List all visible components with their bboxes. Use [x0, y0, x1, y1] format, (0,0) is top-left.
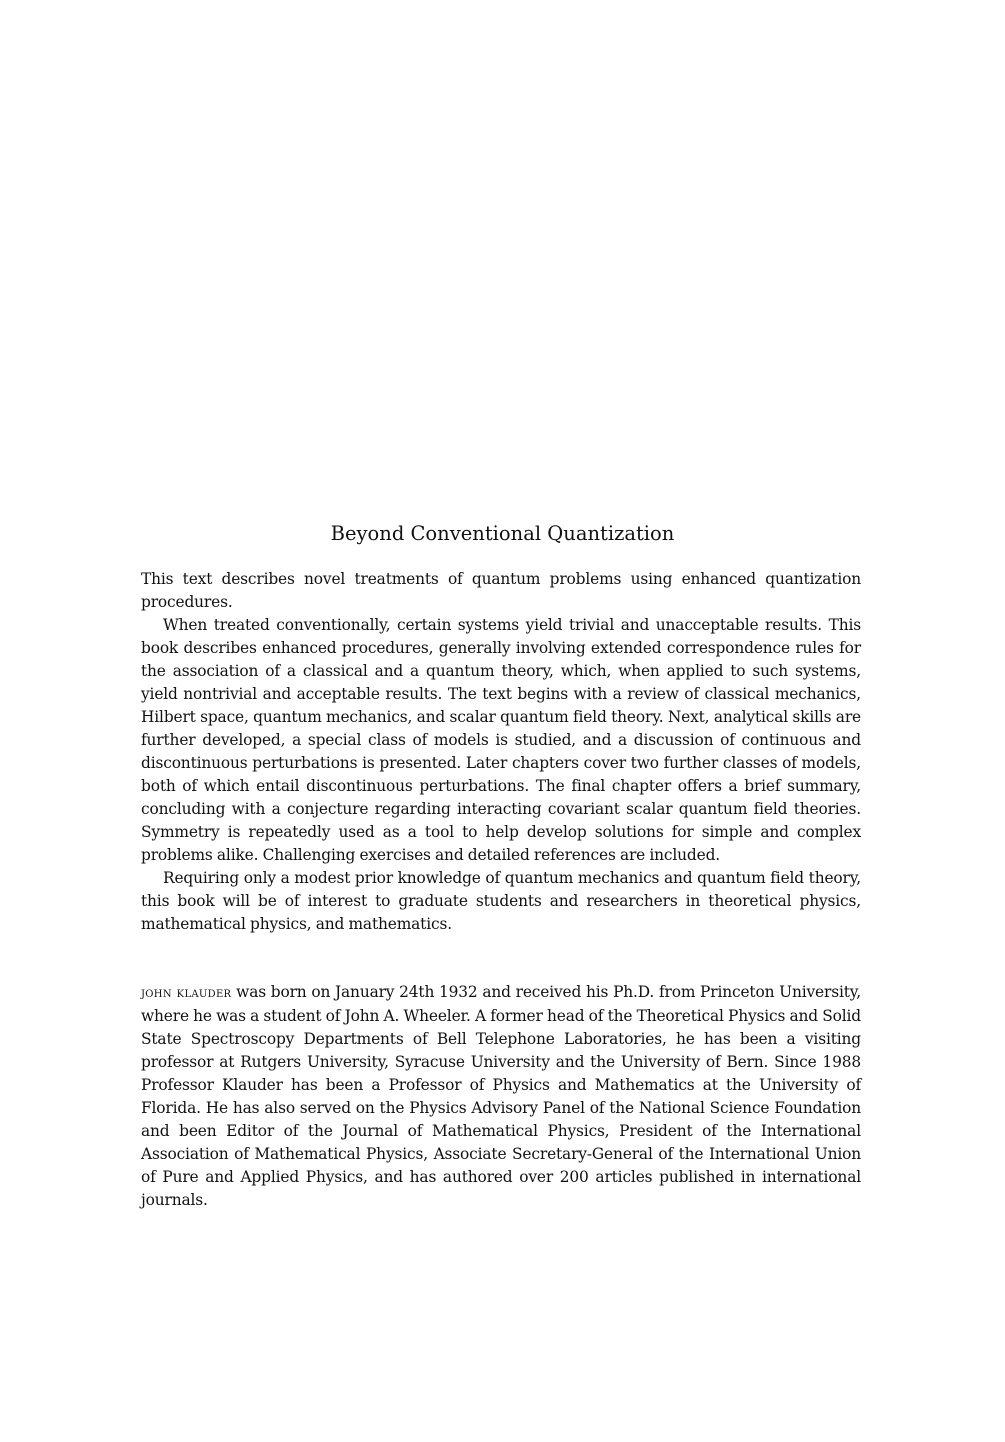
- author-bio: [141, 981, 861, 1212]
- page-title: Beyond Conventional Quantization: [330, 522, 675, 545]
- description-paragraph: This text describes novel treatments of quantum problems using enhanced quantization procedures.: [141, 570, 861, 611]
- description-paragraph: Requiring only a modest prior knowledge of quantum mechanics and quantum field theory, this book will be of interest to graduate students and researchers in theoretical physics, mathematical physics, and mathematics.: [141, 869, 861, 933]
- book-description: [141, 568, 861, 936]
- author-bio-paragraph: [141, 981, 861, 1212]
- description-paragraph: When treated conventionally, certain systems yield trivial and unacceptable results. This book describes enhanced procedures, generally involving extended correspondence rules for the association of a classical and a quantum theory, which, when applied to such systems, yield nontrivial and acceptable results. The text begins with a review of classical mechanics, Hilbert space, quantum mechanics, and scalar quantum field theory. Next, analytical skills are further developed, a special class of models is studied, and a discussion of continuous and discontinuous perturbations is presented. Later chapters cover two further classes of models, both of which entail discontinuous perturbations. The final chapter offers a brief summary, concluding with a conjecture regarding interacting covariant scalar quantum field theories. Symmetry is repeatedly used as a tool to help develop solutions for simple and complex problems alike. Challenging exercises and detailed references are included.: [141, 616, 861, 864]
- author-name: john klauder: [141, 985, 232, 1001]
- author-bio-text: was born on January 24th 1932 and received his Ph.D. from Princeton University, where he was a student of John A. Wheeler. A former head of the Theoretical Physics and Solid State Spectroscopy Departments of Bell Telephone Laboratories, he has been a visiting professor at Rutgers University, Syracuse University and the University of Bern. Since 1988 Professor Klauder has been a Professor of Physics and Mathematics at the University of Florida. He has also served on the Physics Advisory Panel of the National Science Foundation and been Editor of the Journal of Mathematical Physics, President of the International Association of Mathematical Physics, Associate Secretary-General of the International Union of Pure and Applied Physics, and has authored over 200 articles published in international journals.: [141, 983, 861, 1209]
